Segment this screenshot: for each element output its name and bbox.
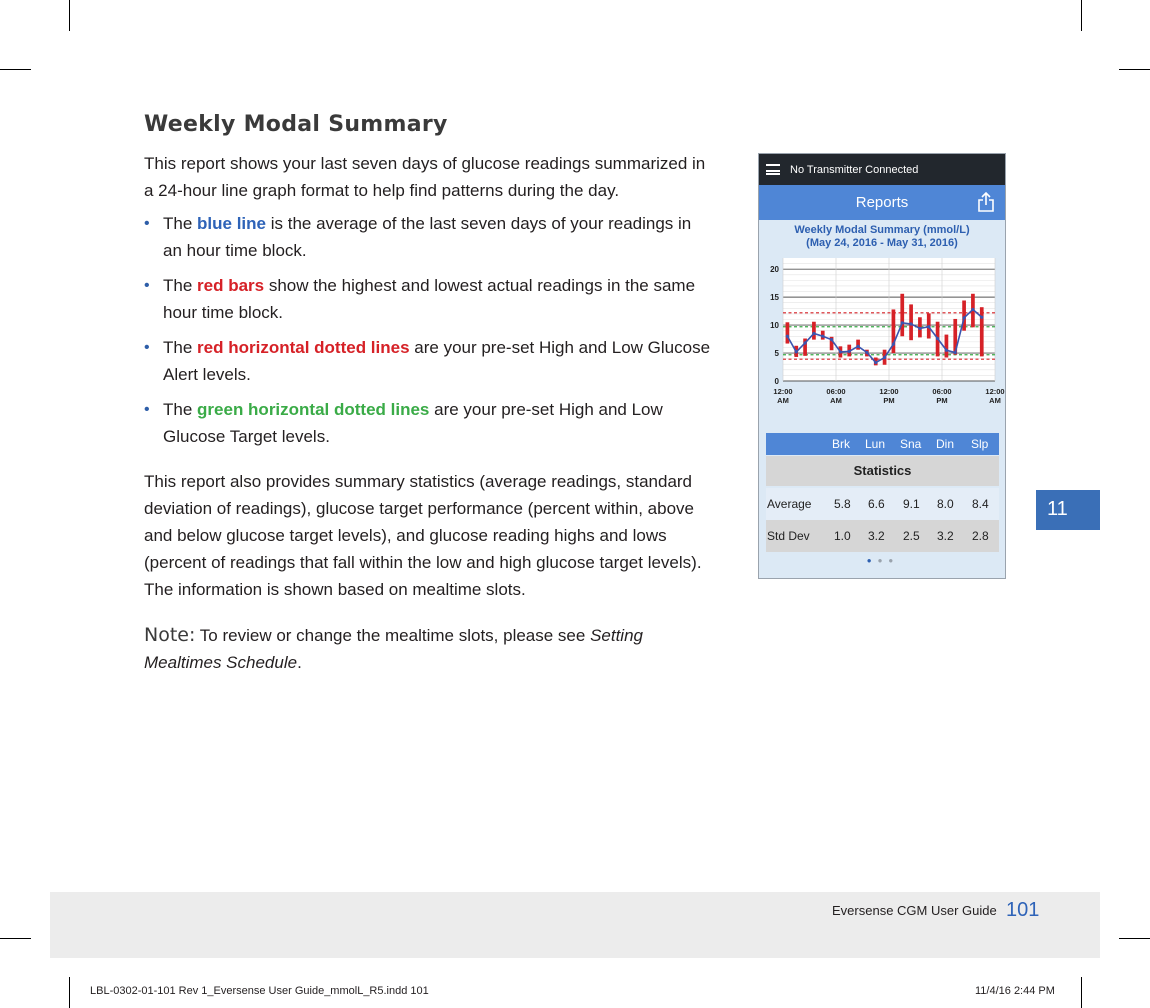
header-title: Reports — [855, 194, 909, 211]
average-point — [918, 327, 921, 330]
average-point — [874, 361, 877, 364]
list-item: • The green horizontal dotted lines are your pre-set High and Low Glucose Target levels. — [144, 396, 714, 450]
statistics-title: Statistics — [766, 456, 999, 486]
page-dot-active-icon[interactable]: ● — [866, 556, 878, 565]
page-dot-icon[interactable]: ● — [888, 556, 900, 565]
table-cell: 3.2 — [937, 529, 954, 543]
x-tick-label: PM — [936, 396, 948, 405]
column-label: Brk — [832, 437, 850, 451]
app-screenshot — [758, 153, 1006, 579]
highlight-term: green horizontal dotted lines — [197, 400, 430, 419]
app-header — [759, 185, 1005, 220]
average-point — [786, 335, 789, 338]
summary-paragraph: This report also provides summary statistics (average readings, standard deviation of readings), glucose target performance (percent within, above and below glucose target levels), and glucose reading highs and lows (percent of readings that fall within the low and high glucose target levels). The information is shown based on mealtime slots. — [144, 472, 702, 599]
page-dot-icon[interactable]: ● — [877, 556, 889, 565]
average-point — [795, 350, 798, 353]
hamburger-menu-icon[interactable] — [766, 164, 780, 175]
page-title: Weekly Modal Summary — [144, 112, 448, 137]
average-point — [812, 332, 815, 335]
bullet-icon: • — [144, 277, 150, 294]
share-icon[interactable] — [977, 192, 995, 212]
x-tick-label: AM — [989, 396, 1001, 405]
average-point — [936, 337, 939, 340]
list-item: • The red bars show the highest and lowest actual readings in the same hour time block. — [144, 272, 714, 326]
average-point — [954, 351, 957, 354]
average-point — [848, 350, 851, 353]
average-point — [892, 343, 895, 346]
average-point — [962, 316, 965, 319]
bullet-icon: • — [144, 339, 150, 356]
crop-mark — [1081, 0, 1082, 31]
crop-mark — [1081, 977, 1082, 1008]
average-point — [909, 322, 912, 325]
average-point — [980, 316, 983, 319]
column-label: Din — [936, 437, 955, 451]
footer-guide-title: Eversense CGM User Guide — [832, 903, 997, 918]
column-label: Sna — [900, 437, 922, 451]
range-bar — [909, 304, 913, 340]
list-item: • The red horizontal dotted lines are your pre-set High and Low Glucose Alert levels. — [144, 334, 714, 388]
x-tick-label: 12:00 — [985, 387, 1005, 396]
cross-reference-link[interactable]: Setting Mealtimes Schedule — [144, 626, 643, 672]
average-point — [803, 341, 806, 344]
average-point — [821, 335, 824, 338]
crop-mark — [0, 69, 31, 70]
intro-paragraph: This report shows your last seven days of glucose readings summarized in a 24-hour line graph format to help find patterns during the day. — [144, 154, 706, 200]
list-item: • The blue line is the average of the last seven days of your readings in an hour time block. — [144, 210, 714, 264]
table-cell: 3.2 — [868, 529, 885, 543]
y-tick-label: 0 — [774, 377, 779, 386]
table-cell: 1.0 — [834, 529, 851, 543]
highlight-term: red horizontal dotted lines — [197, 338, 410, 357]
column-label: Lun — [865, 437, 886, 451]
average-point — [883, 356, 886, 359]
table-cell: 5.8 — [834, 497, 851, 511]
average-point — [865, 351, 868, 354]
weekly-modal-chart — [759, 250, 1006, 422]
footer-band — [50, 892, 1100, 958]
chapter-tab: 11 — [1036, 490, 1100, 530]
average-point — [839, 350, 842, 353]
report-title: Weekly Modal Summary (mmol/L) (May 24, 2016 - May 31, 2016) — [794, 224, 970, 249]
table-cell: 2.8 — [972, 529, 989, 543]
crop-mark — [1119, 69, 1150, 70]
average-point — [945, 349, 948, 352]
crop-mark — [1119, 938, 1150, 939]
status-text: No Transmitter Connected — [790, 163, 919, 176]
x-tick-label: AM — [830, 396, 842, 405]
bullet-list — [144, 210, 714, 458]
row-label: Average — [767, 497, 812, 511]
average-point — [971, 308, 974, 311]
y-tick-label: 10 — [770, 321, 779, 331]
row-label: Std Dev — [767, 529, 810, 543]
range-bar — [812, 322, 816, 340]
table-cell: 8.0 — [937, 497, 954, 511]
average-point — [856, 345, 859, 348]
range-bar — [786, 322, 790, 343]
x-tick-label: PM — [883, 396, 895, 405]
crop-mark — [69, 0, 70, 31]
y-tick-label: 15 — [770, 293, 779, 303]
range-bar — [980, 307, 984, 356]
meal-column-header — [766, 433, 999, 455]
page-indicator[interactable] — [759, 556, 1006, 565]
average-point — [927, 325, 930, 328]
note-label: Note: — [144, 624, 196, 646]
table-cell: 8.4 — [972, 497, 989, 511]
note-paragraph: Note: To review or change the mealtime slots, please see Setting Mealtimes Schedule. — [144, 624, 643, 672]
x-tick-label: AM — [777, 396, 789, 405]
chart-area — [759, 250, 1005, 422]
y-tick-label: 5 — [774, 349, 779, 359]
average-point — [901, 321, 904, 324]
print-timestamp: 11/4/16 2:44 PM — [975, 985, 1055, 997]
status-bar — [759, 154, 1005, 185]
table-row — [766, 520, 999, 552]
crop-mark — [69, 977, 70, 1008]
bullet-icon: • — [144, 401, 150, 418]
range-bar — [945, 335, 949, 358]
x-tick-label: 12:00 — [773, 387, 793, 396]
y-tick-label: 20 — [770, 265, 779, 275]
highlight-term: red bars — [197, 276, 265, 295]
page-number: 101 — [1006, 899, 1040, 921]
crop-mark — [0, 938, 31, 939]
average-point — [830, 338, 833, 341]
x-tick-label: 12:00 — [879, 387, 899, 396]
table-cell: 6.6 — [868, 497, 885, 511]
table-row — [766, 488, 999, 520]
x-tick-label: 06:00 — [826, 387, 846, 396]
bullet-icon: • — [144, 215, 150, 232]
highlight-term: blue line — [197, 214, 266, 233]
print-slug: LBL-0302-01-101 Rev 1_Eversense User Guide_mmolL_R5.indd 101 — [90, 985, 429, 997]
range-bar — [900, 294, 904, 336]
column-label: Slp — [971, 437, 989, 451]
table-cell: 2.5 — [903, 529, 920, 543]
x-tick-label: 06:00 — [932, 387, 952, 396]
table-cell: 9.1 — [903, 497, 920, 511]
